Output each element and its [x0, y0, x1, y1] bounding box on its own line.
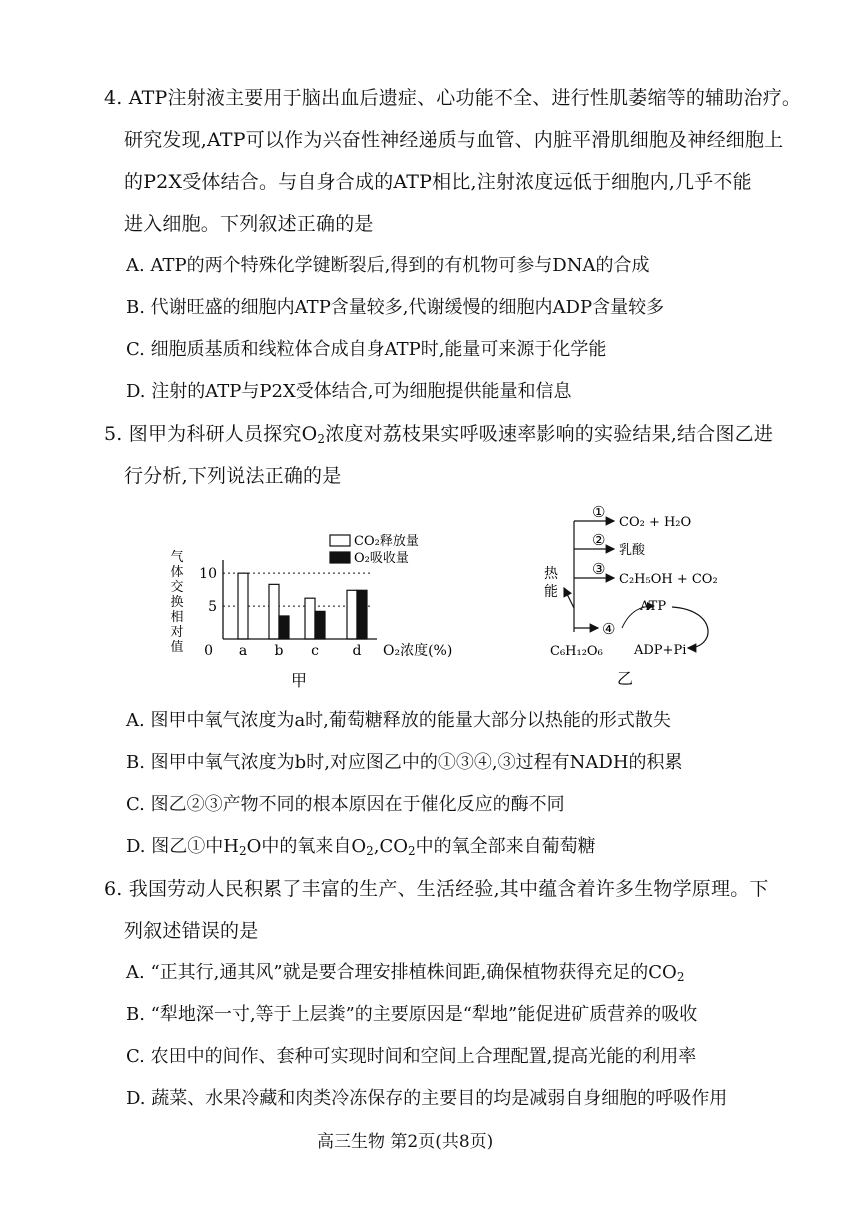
path-3-number: ③	[592, 560, 606, 578]
q5-option-b: B. 图甲中氧气浓度为b时,对应图乙中的①③④,③过程有NADH的积累	[126, 752, 683, 773]
chart-x-label: O₂浓度(%)	[383, 643, 453, 659]
path-3-product: C₂H₅OH + CO₂	[619, 572, 718, 587]
path-4-number: ④	[602, 620, 616, 638]
q6-option-b: B. “犁地深一寸,等于上层粪”的主要原因是“犁地”能促进矿质营养的吸收	[126, 1004, 698, 1025]
q6-stem-line-1: 6. 我国劳动人民积累了丰富的生产、生活经验,其中蕴含着许多生物学原理。下	[104, 878, 769, 900]
glucose-label: C₆H₁₂O₆	[550, 644, 603, 659]
chart-legend-swatch	[330, 552, 350, 563]
q4-stem-line-3: 的P2X受体结合。与自身合成的ATP相比,注射浓度远低于细胞内,几乎不能	[124, 171, 752, 193]
chart-legend	[330, 534, 419, 566]
q5-stem-line-1: 5. 图甲为科研人员探究$O_2$浓度对荔枝果实呼吸速率影响的实验结果,结合图乙进	[104, 423, 774, 446]
q4-option-d: D. 注射的ATP与P2X受体结合,可为细胞提供能量和信息	[126, 381, 572, 402]
chart-bar	[305, 598, 315, 639]
heat-energy-char: 能	[544, 584, 558, 600]
q5-option-a: A. 图甲中氧气浓度为a时,葡萄糖释放的能量大部分以热能的形式散失	[126, 710, 671, 731]
chart-bar	[315, 611, 325, 639]
chart-x-tick-label: b	[274, 643, 284, 659]
q4-option-a: A. ATP的两个特殊化学键断裂后,得到的有机物可参与DNA的合成	[126, 255, 650, 276]
diagram-caption: 乙	[616, 669, 634, 688]
chart-bar	[357, 590, 367, 639]
chart-bar	[347, 590, 357, 639]
heat-arrow	[564, 588, 574, 608]
chart-y-label-char: 交	[170, 580, 184, 595]
chart-title: 甲	[290, 671, 308, 690]
chart-bars	[238, 573, 367, 639]
path-1-number: ①	[592, 503, 606, 521]
chart-y-tick-label: 10	[199, 566, 217, 583]
q4-stem-line-2: 研究发现,ATP可以作为兴奋性神经递质与血管、内脏平滑肌细胞及神经细胞上	[124, 129, 784, 151]
diagram-yi	[530, 500, 750, 695]
chart-y-label-char: 值	[170, 640, 184, 655]
chart-bar	[279, 616, 289, 639]
q4-stem-line-1: 4. ATP注射液主要用于脑出血后遗症、心功能不全、进行性肌萎缩等的辅助治疗。	[104, 87, 802, 109]
q4-stem-line-4: 进入细胞。下列叙述正确的是	[124, 213, 374, 235]
chart-y-label-char: 体	[170, 565, 184, 580]
chart-y-label	[170, 550, 183, 655]
q5-option-d: D. 图乙①中$H_2O$中的氧来自$O_2,CO_2$中的氧全部来自葡萄糖	[126, 836, 596, 858]
heat-energy-label	[544, 565, 559, 600]
cycle-atp-label: ATP	[640, 599, 667, 614]
heat-energy-char: 热	[544, 566, 558, 582]
cycle-adp-label: ADP+Pi	[634, 643, 687, 658]
chart-y-label-char: 气	[170, 550, 184, 565]
q4-option-b: B. 代谢旺盛的细胞内ATP含量较多,代谢缓慢的细胞内ADP含量较多	[126, 297, 665, 318]
path-2-product: 乳酸	[619, 543, 646, 558]
q4-option-c: C. 细胞质基质和线粒体合成自身ATP时,能量可来源于化学能	[126, 339, 607, 360]
cycle-arrow	[672, 607, 708, 648]
q5-stem-line-2: 行分析,下列说法正确的是	[124, 465, 342, 487]
chart-bar	[238, 573, 248, 639]
chart-x-tick-label: c	[311, 643, 319, 659]
q6-option-d: D. 蔬菜、水果冷藏和肉类冷冻保存的主要目的均是减弱自身细胞的呼吸作用	[126, 1088, 728, 1109]
chart-legend-label: CO₂释放量	[354, 534, 419, 549]
chart-y-tick-label: 5	[208, 599, 217, 616]
path-2-number: ②	[592, 531, 606, 549]
chart-legend-label: O₂吸收量	[354, 551, 409, 566]
chart-y-tick-label: 0	[204, 643, 213, 659]
q6-option-a: A. “正其行,通其风”就是要合理安排植株间距,确保植物获得充足的$CO_2$	[126, 962, 685, 984]
page-footer: 高三生物 第2页(共8页)	[317, 1132, 494, 1152]
chart-x-tick-label: a	[238, 643, 248, 659]
chart-x-tick-label: d	[352, 643, 362, 659]
chart-bar	[269, 584, 279, 639]
chart-y-label-char: 对	[170, 625, 184, 640]
chart-y-label-char: 相	[170, 610, 184, 625]
path-1-product: CO₂ + H₂O	[619, 515, 692, 530]
chart-jia	[165, 505, 485, 695]
q6-option-c: C. 农田中的间作、套种可实现时间和空间上合理配置,提高光能的利用率	[126, 1046, 697, 1067]
chart-y-label-char: 换	[170, 595, 184, 610]
q5-option-c: C. 图乙②③产物不同的根本原因在于催化反应的酶不同	[126, 794, 565, 815]
q6-stem-line-2: 列叙述错误的是	[124, 920, 259, 942]
chart-legend-swatch	[330, 535, 350, 546]
